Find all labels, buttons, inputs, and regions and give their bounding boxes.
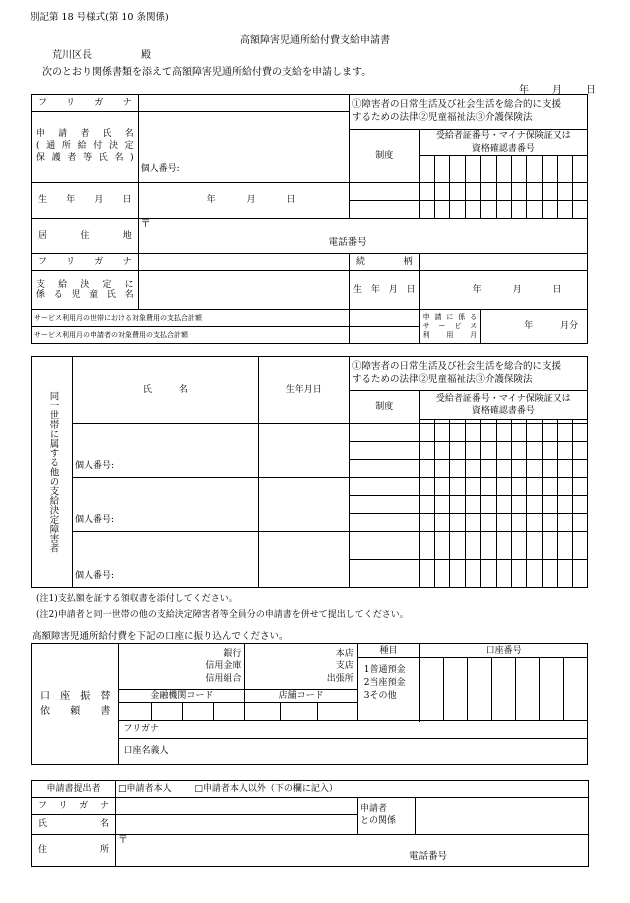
addressee: 荒川区長 <box>52 50 92 61</box>
submitter-options[interactable] <box>116 781 589 798</box>
date-year-label: 年 <box>519 85 529 96</box>
household-table <box>31 356 588 588</box>
submitter-name-field[interactable] <box>116 815 358 835</box>
institution-code-digit[interactable] <box>182 703 213 721</box>
branch-code-digit[interactable] <box>245 703 280 721</box>
submitter-name-label: 氏名 <box>32 815 116 835</box>
note-2: (注2)申請者と同一世帯の他の支給決定障害者等全員分の申請書を併せて提出してください。 <box>36 610 409 620</box>
account-number-cell[interactable]: 口座番号 <box>420 644 588 721</box>
service-month-label: 申請に係る サービス 利用月 <box>419 310 481 344</box>
household-total-label: サービス利用月の世帯における対象費用の支払合計額 <box>32 310 350 327</box>
child-furigana-field[interactable] <box>138 254 349 271</box>
household-dob-header: 生年月日 <box>258 357 349 424</box>
applicant-cert-label: 受給者証番号・マイナ保険証又は 資格確認書番号 <box>419 130 587 156</box>
institution-code-digit[interactable] <box>151 703 182 721</box>
honorific: 殿 <box>141 50 151 61</box>
institution-code-digit[interactable] <box>119 703 151 721</box>
branch-code-digit[interactable] <box>280 703 317 721</box>
account-digit[interactable] <box>564 658 587 720</box>
applicant-total-label: サービス利用月の申請者の対象費用の支払合計額 <box>32 327 350 344</box>
applicant-dob-label: 生年月日 <box>32 183 139 219</box>
service-month-field[interactable]: 年 月分 <box>481 310 588 344</box>
household-person-1-name[interactable]: 個人番号: <box>73 424 259 478</box>
account-holder[interactable]: 口座名義人 <box>119 739 588 765</box>
child-name-field[interactable] <box>138 271 349 310</box>
branch-type-options[interactable]: 本店 支店 出張所 <box>245 644 357 690</box>
household-person-1-dob[interactable] <box>258 424 349 478</box>
household-person-3-dob[interactable] <box>258 532 349 588</box>
submitter-address-label: 住所 <box>32 835 116 867</box>
bank-type-options[interactable]: 銀行 信用金庫 信用組合 <box>119 644 245 690</box>
submitter-other-option[interactable]: □申請者本人以外（下の欄に記入） <box>194 783 338 794</box>
household-system-label: 制度 <box>349 391 419 424</box>
cert-digit[interactable] <box>481 156 496 183</box>
child-dob-field[interactable]: 年 月 日 <box>419 271 587 310</box>
household-person-3-name[interactable]: 個人番号: <box>73 532 259 588</box>
applicant-total-field[interactable] <box>349 327 419 344</box>
applicant-system-cell[interactable] <box>349 183 419 201</box>
applicant-system-label: 制度 <box>349 130 419 183</box>
household-side-label: 同一世帯に属する他の支給決定障害者 <box>32 357 73 588</box>
household-system-cell[interactable] <box>349 560 419 588</box>
account-digit[interactable] <box>516 658 540 720</box>
account-digit[interactable] <box>444 658 468 720</box>
account-digit[interactable] <box>420 658 444 720</box>
cert-digit[interactable] <box>435 156 450 183</box>
household-system-cell[interactable] <box>349 460 419 478</box>
account-type-cell[interactable]: 種目 1普通預金 2当座預金 3その他 <box>357 644 419 721</box>
household-name-header: 氏 名 <box>73 357 259 424</box>
applicant-name-label: 申請者氏名 (通所給付決定 保護者等氏名) <box>32 112 139 183</box>
child-furigana-label: フリガナ <box>32 254 139 271</box>
account-furigana[interactable]: フリガナ <box>119 721 588 739</box>
submitter-relation-field[interactable] <box>416 798 589 835</box>
page-title: 高額障害児通所給付費支給申請書 <box>240 35 390 46</box>
submitter-furigana-label: フリガナ <box>32 798 116 815</box>
household-system-cell[interactable] <box>349 442 419 460</box>
institution-code-label: 金融機関コード <box>119 690 245 703</box>
submitter-table <box>31 780 589 867</box>
applicant-system-cell[interactable] <box>349 201 419 219</box>
cert-digit[interactable] <box>450 156 465 183</box>
applicant-furigana-label: フリガナ <box>32 95 139 112</box>
submitter-self-option[interactable]: □申請者本人 <box>118 783 172 794</box>
household-law-text: ①障害者の日常生活及び社会生活を総合的に支援 するための法律②児童福祉法③介護保険法 <box>349 357 587 391</box>
cert-digit[interactable] <box>511 156 526 183</box>
applicant-furigana-field[interactable] <box>138 95 349 112</box>
account-digit[interactable] <box>468 658 492 720</box>
cert-digit[interactable] <box>542 156 557 183</box>
household-system-cell[interactable] <box>349 514 419 532</box>
household-person-2-name[interactable]: 個人番号: <box>73 478 259 532</box>
submitter-address-field[interactable]: 〒 電話番号 <box>116 835 589 867</box>
household-system-cell[interactable] <box>349 478 419 496</box>
child-dob-label: 生年月日 <box>349 271 419 310</box>
address-field[interactable]: 〒 電話番号 <box>138 219 587 254</box>
cert-digit[interactable] <box>573 156 588 183</box>
applicant-name-field[interactable]: 個人番号: <box>138 112 349 183</box>
note-1: (注1)支払額を証する領収書を添付してください。 <box>36 594 238 604</box>
cert-digit[interactable] <box>465 156 480 183</box>
cert-digit[interactable] <box>496 156 511 183</box>
applicant-law-text: ①障害者の日常生活及び社会生活を総合的に支援 するための法律②児童福祉法③介護保険法 <box>349 95 587 130</box>
account-digit[interactable] <box>492 658 516 720</box>
household-system-cell[interactable] <box>349 496 419 514</box>
branch-code-label: 店舗コード <box>245 690 357 703</box>
submitter-relation-label: 申請者 との関係 <box>358 798 416 835</box>
child-name-label: 支給決定に 係る児童氏名 <box>32 271 139 310</box>
relation-label: 続柄 <box>349 254 419 271</box>
relation-field[interactable] <box>419 254 587 271</box>
applicant-dob-field[interactable]: 年 月 日 <box>138 183 349 219</box>
household-system-cell[interactable] <box>349 532 419 560</box>
bank-table <box>31 643 588 765</box>
account-digit[interactable] <box>540 658 564 720</box>
date-day-label: 日 <box>586 85 596 96</box>
cert-digit[interactable] <box>558 156 573 183</box>
cert-digit[interactable] <box>527 156 542 183</box>
submitter-label: 申請書提出者 <box>32 781 116 798</box>
household-cert-label: 受給者証番号・マイナ保険証又は 資格確認書番号 <box>419 391 587 420</box>
household-total-field[interactable] <box>349 310 419 327</box>
household-system-cell[interactable] <box>349 424 419 442</box>
institution-code-digit[interactable] <box>214 703 245 721</box>
form-number: 別記第 18 号様式(第 10 条関係) <box>30 12 169 23</box>
submitter-furigana-field[interactable] <box>116 798 358 815</box>
bank-intro: 高額障害児通所給付費を下記の口座に振り込んでください。 <box>32 631 289 642</box>
intro-text: 次のとおり関係書類を添えて高額障害児通所給付費の支給を申請します。 <box>42 67 372 78</box>
applicant-table <box>31 94 588 344</box>
address-label: 居住地 <box>32 219 139 254</box>
date-month-label: 月 <box>552 85 562 96</box>
branch-code-digit[interactable] <box>318 703 358 721</box>
bank-side-label: 口座振替 依頼書 <box>32 644 119 765</box>
household-person-2-dob[interactable] <box>258 478 349 532</box>
cert-digit[interactable] <box>419 156 434 183</box>
